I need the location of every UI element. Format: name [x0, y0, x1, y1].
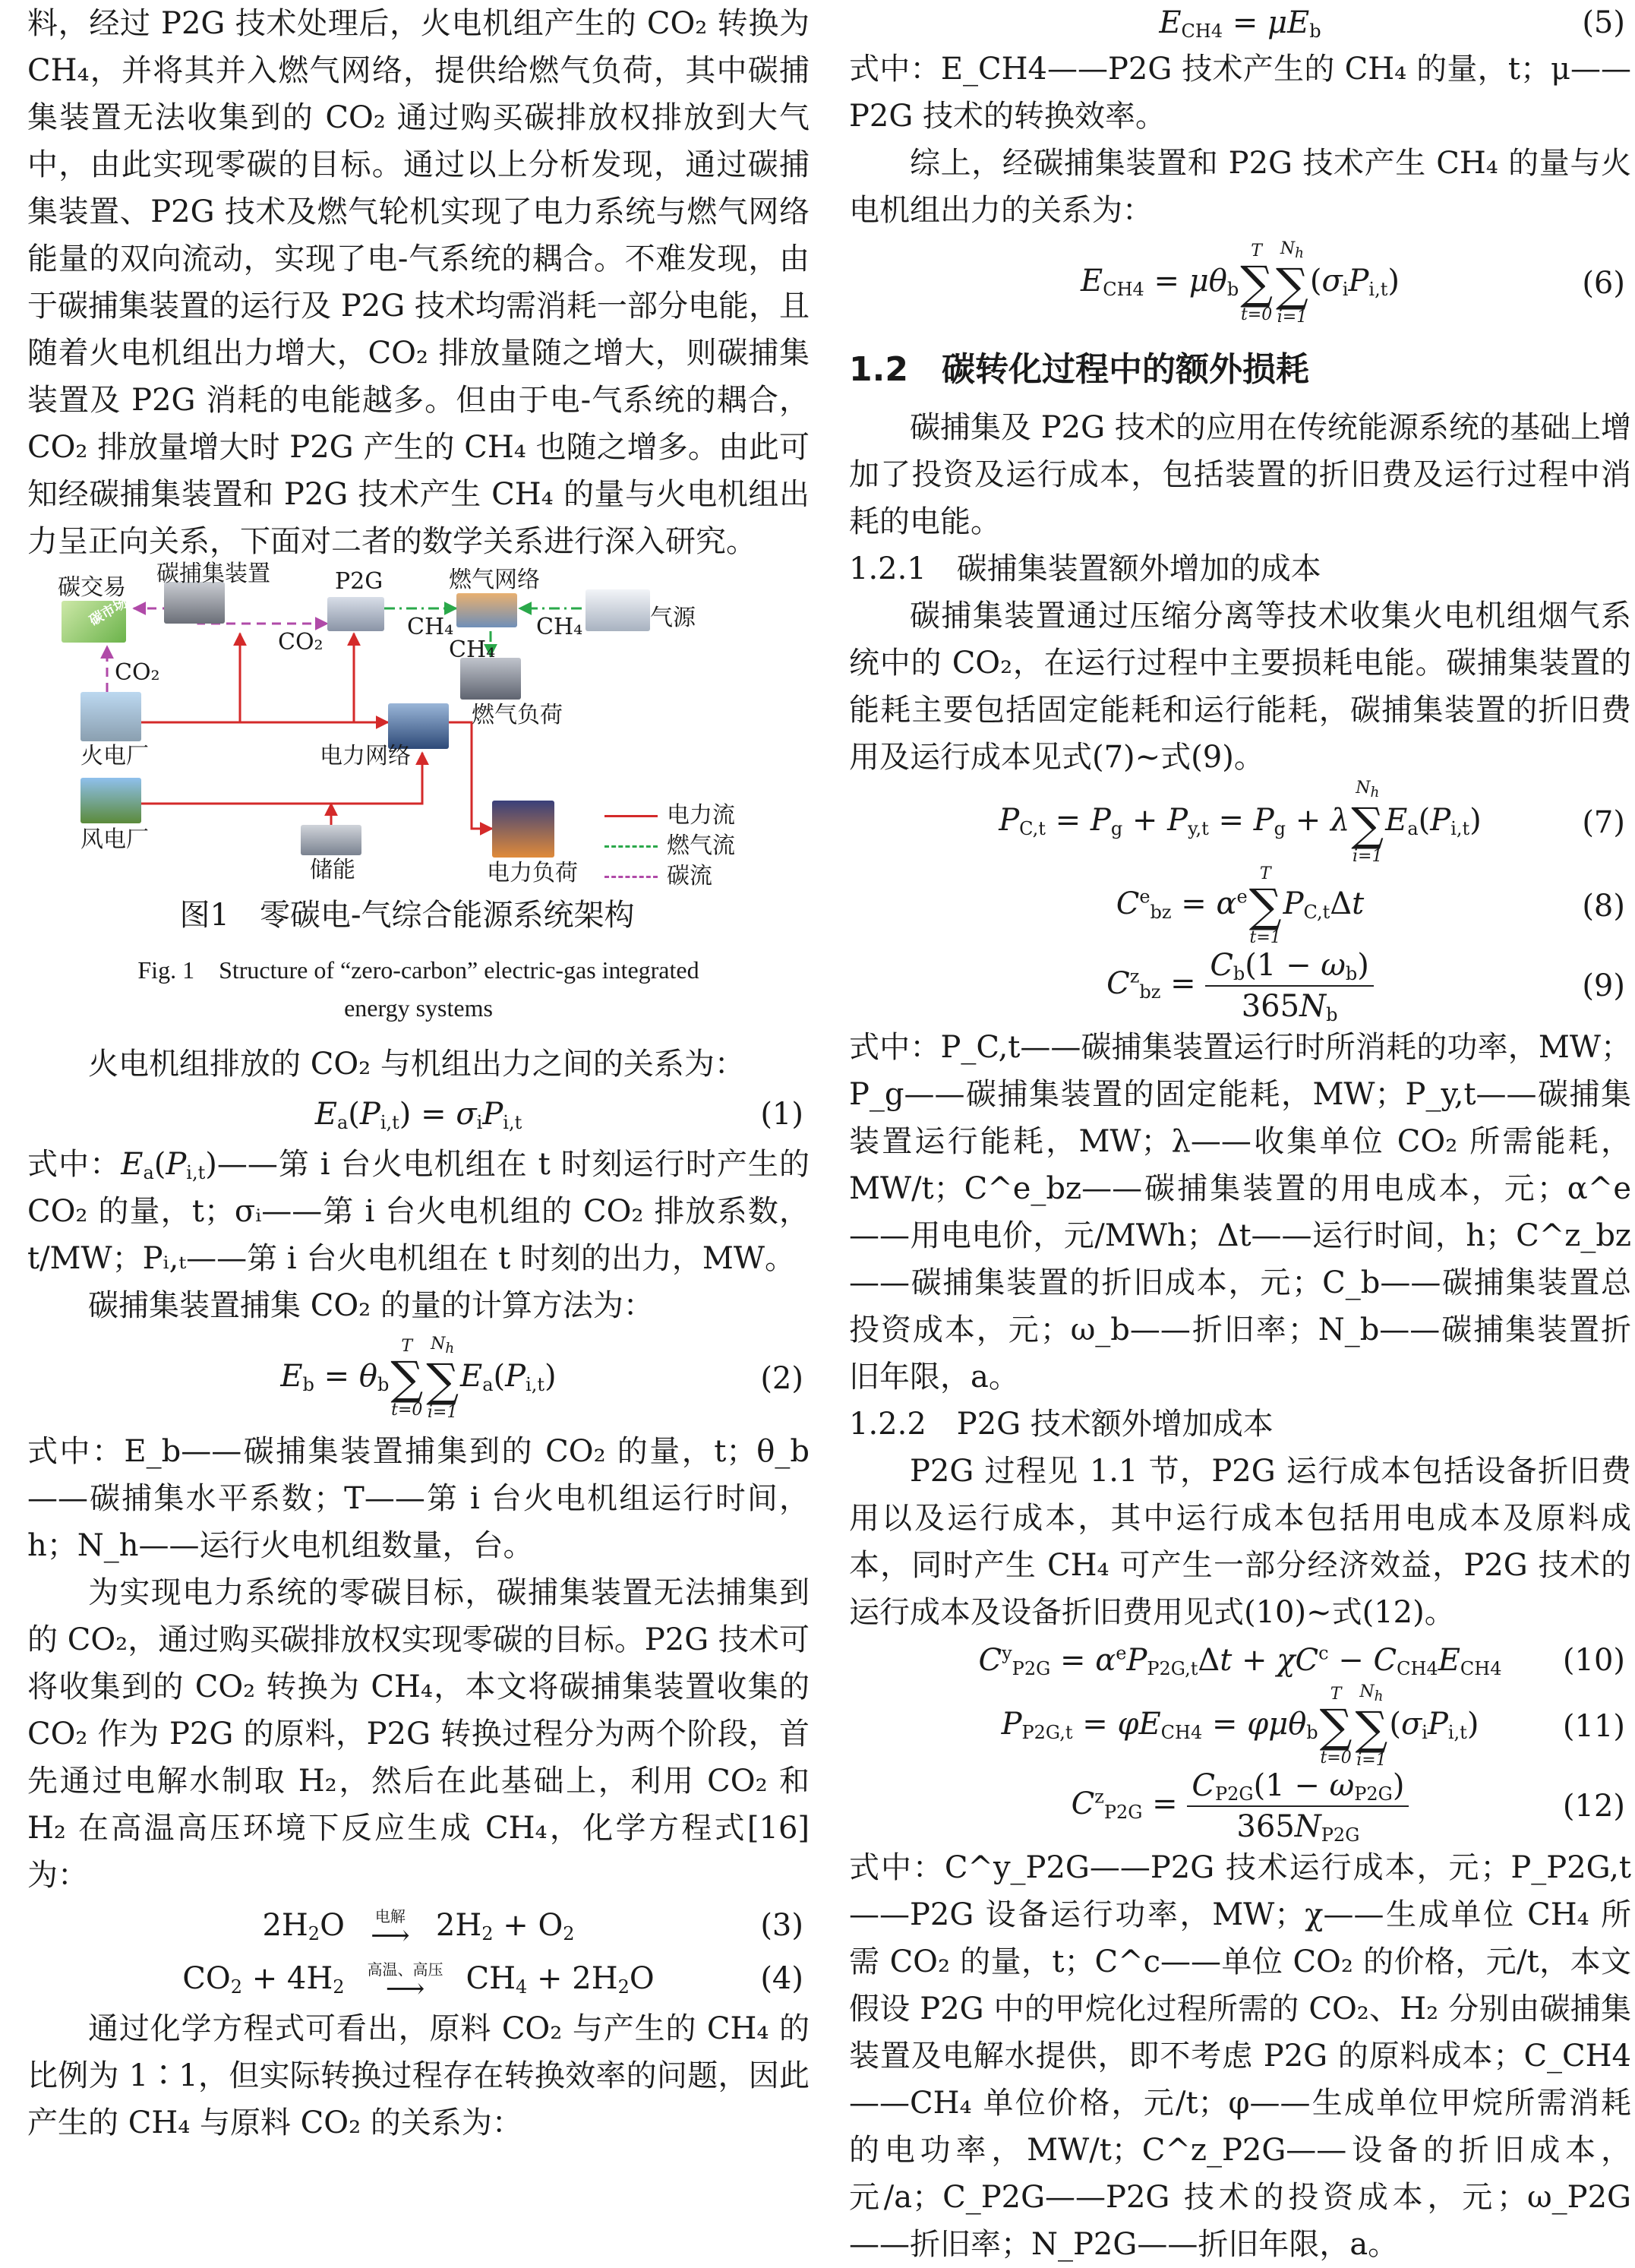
legend-power: 电力流	[604, 802, 735, 829]
label-carbon-trade: 碳交易	[58, 574, 126, 601]
label-gas-load: 燃气负荷	[472, 702, 563, 728]
figure-caption-cn: 图1 零碳电-气综合能源系统架构	[179, 898, 635, 933]
equation-4: $CO_2 + 4H_2$ 高温、高压 ⟶ $CH_4 + 2H_2O$ (4)	[182, 1960, 803, 2004]
equation-7: $P_{C,t} = P_g + P_{y,t} = P_g + \lambda$ $N_h$ ∑ i=1 $E_a(P_{i,t})$ (7)	[999, 778, 1625, 867]
subsection-title: 1.2.1 碳捕集装置额外增加的成本	[849, 551, 1321, 586]
carbon-market-sign: 碳市场	[87, 594, 131, 630]
figure-caption-en: Fig. 1 Structure of “zero-carbon” electric-gas integrated	[137, 956, 699, 984]
paragraph: 通过化学方程式可看出，原料 CO₂ 与产生的 CH₄ 的比例为 1∶1，但实际转换过程存在转换效率的问题，因此产生的 CH₄ 与原料 CO₂ 的关系为：	[27, 2011, 810, 2140]
figure-1	[27, 561, 787, 969]
paragraph: 碳捕集装置通过压缩分离等技术收集火电机组烟气系统中的 CO₂，在运行过程中主要损耗电能。碳捕集装置的能耗主要包括固定能耗和运行能耗，碳捕集装置的折旧费用及运行成本见式(7)~式(9)。	[849, 599, 1631, 775]
equation-9: $C^z_{bz}$ = $\frac{C_b(1 - \omega_b)}{365N_b}$ (9)	[1106, 948, 1625, 1025]
label-wind: 风电厂	[80, 826, 149, 853]
label-storage: 储能	[310, 857, 355, 883]
storage-image	[301, 825, 361, 855]
paragraph: 综上，经碳捕集装置和 P2G 技术产生 CH₄ 的量与火电机组出力的关系为：	[849, 146, 1631, 228]
gas-load-image	[460, 658, 521, 700]
figure-caption-en-2: energy systems	[344, 994, 493, 1022]
paragraph: 火电机组排放的 CO₂ 与机组出力之间的关系为：	[88, 1047, 745, 1082]
wind-farm-image	[80, 778, 141, 823]
label-capture: 碳捕集装置	[156, 561, 270, 587]
power-load-image	[492, 801, 554, 858]
equation-6: $E_{CH4} = \mu\theta_b$ T ∑ t=0 $N_h$ ∑ i=1 $(\sigma_iP_{i,t})$ (6)	[1081, 238, 1625, 327]
gas-source-image	[586, 589, 650, 631]
p2g-image	[327, 597, 384, 631]
carbon-capture-image	[164, 582, 225, 624]
legend-gas: 燃气流	[604, 832, 735, 860]
paragraph: 碳捕集及 P2G 技术的应用在传统能源系统的基础上增加了投资及运行成本，包括装置的折旧费及运行过程中消耗的电能。	[849, 410, 1631, 539]
paragraph: 为实现电力系统的零碳目标，碳捕集装置无法捕集到的 CO₂，通过购买碳排放权实现零碳的目标。P2G 技术可将收集到的 CO₂ 转换为 CH₄，本文将碳捕集装置收集的 CO₂ 作为 P2G 的原料，P2G 转换过程分为两个阶段，首先通过电解水制取 H₂，然后在此基础上，利用 CO₂ 和 H₂ 在高温高压环境下反应生成 CH₄，化学方程式[16]为：	[27, 1575, 810, 1893]
equation-5: $E_{CH4} = \mu E_b$ (5)	[1159, 5, 1625, 42]
flow-label-ch4-source: CH₄	[536, 614, 583, 640]
flow-label-co2-p2g: CO₂	[278, 629, 324, 655]
legend-carbon: 碳流	[604, 863, 712, 890]
equation-8: $C^e_{bz} = \alpha^e$ T ∑ t=1 $P_{C,t}\Delta t$ (8)	[1116, 864, 1625, 947]
subsection-title: 1.2.2 P2G 技术额外增加成本	[849, 1407, 1274, 1442]
label-gas-source: 气源	[650, 605, 696, 631]
equation-2: $E_b = \theta_b$ T ∑ t=0 $N_h$ ∑ i=1 $E_a(P_{i,t})$ (2)	[280, 1334, 803, 1423]
right-column	[849, 0, 1631, 2268]
flow-label-co2-thermal: CO₂	[115, 659, 160, 686]
thermal-plant-image	[80, 692, 141, 741]
paragraph: 碳捕集装置捕集 CO₂ 的量的计算方法为：	[88, 1288, 654, 1323]
label-p2g: P2G	[335, 568, 383, 595]
paragraph: 料，经过 P2G 技术处理后，火电机组产生的 CO₂ 转换为 CH₄，并将其并入燃气网络，提供给燃气负荷，其中碳捕集装置无法收集到的 CO₂ 通过购买碳排放权排放到大气中，由此实现零碳的目标。通过以上分析发现，通过碳捕集装置、P2G 技术及燃气轮机实现了电力系统与燃气网络能量的双向流动，实现了电-气系统的耦合。不难发现，由于碳捕集装置的运行及 P2G 技术均需消耗一部分电能，且随着火电机组出力增大，CO₂ 排放量随之增大，则碳捕集装置及 P2G 消耗的电能越多。但由于电-气系统的耦合，CO₂ 排放量增大时 P2G 产生的 CH₄ 也随之增多。由此可知经碳捕集装置和 P2G 技术产生 CH₄ 的量与火电机组出力呈正向关系，下面对二者的数学关系进行深入研究。	[27, 6, 810, 559]
section-title: 1.2 碳转化过程中的额外损耗	[849, 350, 1309, 389]
flow-label-ch4-load: CH₄	[449, 636, 496, 663]
paragraph: 式中：P_C,t——碳捕集装置运行时所消耗的功率，MW；P_g——碳捕集装置的固定能耗，MW；P_y,t——碳捕集装置运行能耗，MW；λ——收集单位 CO₂ 所需能耗，MW/t；C^e_bz——碳捕集装置的用电成本，元；α^e——用电电价，元/MWh；Δt——运行时间，h；C^z_bz——碳捕集装置的折旧成本，元；C_b——碳捕集装置总投资成本，元；ω_b——折旧率；N_b——碳捕集装置折旧年限，a。	[849, 1030, 1631, 1395]
paragraph: 式中：E_CH4——P2G 技术产生的 CH₄ 的量，t；μ——P2G 技术的转换效率。	[849, 52, 1631, 134]
power-flow-grid-load	[449, 722, 492, 829]
flow-label-ch4-p2g: CH₄	[407, 614, 454, 640]
power-grid-image	[388, 703, 449, 749]
equation-10: $C^y_{P2G} = \alpha^eP_{P2G,t}\Delta t + \chi C^c - C_{CH4}E_{CH4}$ (10)	[978, 1642, 1625, 1679]
label-thermal: 火电厂	[80, 743, 149, 769]
equation-3: $2H_2O$ 电解 ⟶ $2H_2 + O_2$ (3)	[262, 1907, 803, 1951]
paragraph: 式中：C^y_P2G——P2G 技术运行成本，元；P_P2G,t——P2G 设备运行功率，MW；χ——生成单位 CH₄ 所需 CO₂ 的量，t；C^c——单位 CO₂ 的价格，元/t，本文假设 P2G 中的甲烷化过程所需的 CO₂、H₂ 分别由碳捕集装置及电解水提供，即不考虑 P2G 的原料成本；C_CH4——CH₄ 单位价格，元/t；φ——生成单位甲烷所需消耗的电功率，MW/t；C^z_P2G——设备的折旧成本，元/a；C_P2G——P2G 技术的投资成本，元；ω_P2G——折旧率；N_P2G——折旧年限，a。	[849, 1850, 1631, 2262]
paragraph: 式中：E_b——碳捕集装置捕集到的 CO₂ 的量，t；θ_b——碳捕集水平系数；T——第 i 台火电机组运行时间，h；N_h——运行火电机组数量，台。	[27, 1434, 810, 1563]
label-power-grid: 电力网络	[320, 743, 411, 769]
paragraph: 式中：$E_a(P_{i,t})——$第 i 台火电机组在 t 时刻运行时产生的 CO₂ 的量，t；σᵢ——第 i 台火电机组的 CO₂ 排放系数，t/MW；Pᵢ,ₜ——第 i 台火电机组在 t 时刻的出力，MW。	[27, 1147, 810, 1276]
label-power-load: 电力负荷	[487, 860, 578, 886]
equation-11: $P_{P2G,t} = \varphi E_{CH4} = \varphi\mu\theta_b$ T ∑ t=0 $N_h$ ∑ i=1 $(\sigma_iP_{i,t})$ (11)	[1001, 1682, 1625, 1770]
equation-12: $C^z_{P2G}$ = $\frac{C_{P2G}(1 - \omega_{P2G})}{365N_{P2G}}$ (12)	[1071, 1768, 1625, 1846]
paragraph: P2G 过程见 1.1 节，P2G 运行成本包括设备折旧费用以及运行成本，其中运行成本包括用电成本及原料成本，同时产生 CH₄ 可产生一部分经济效益，P2G 技术的运行成本及设备折旧费用见式(10)~式(12)。	[849, 1454, 1631, 1630]
equation-1: $E_a(P_{i,t}) = \sigma_iP_{i,t}$ (1)	[314, 1097, 803, 1133]
label-gas-network: 燃气网络	[449, 567, 540, 593]
left-column	[27, 0, 810, 2146]
gas-network-image	[456, 593, 517, 627]
